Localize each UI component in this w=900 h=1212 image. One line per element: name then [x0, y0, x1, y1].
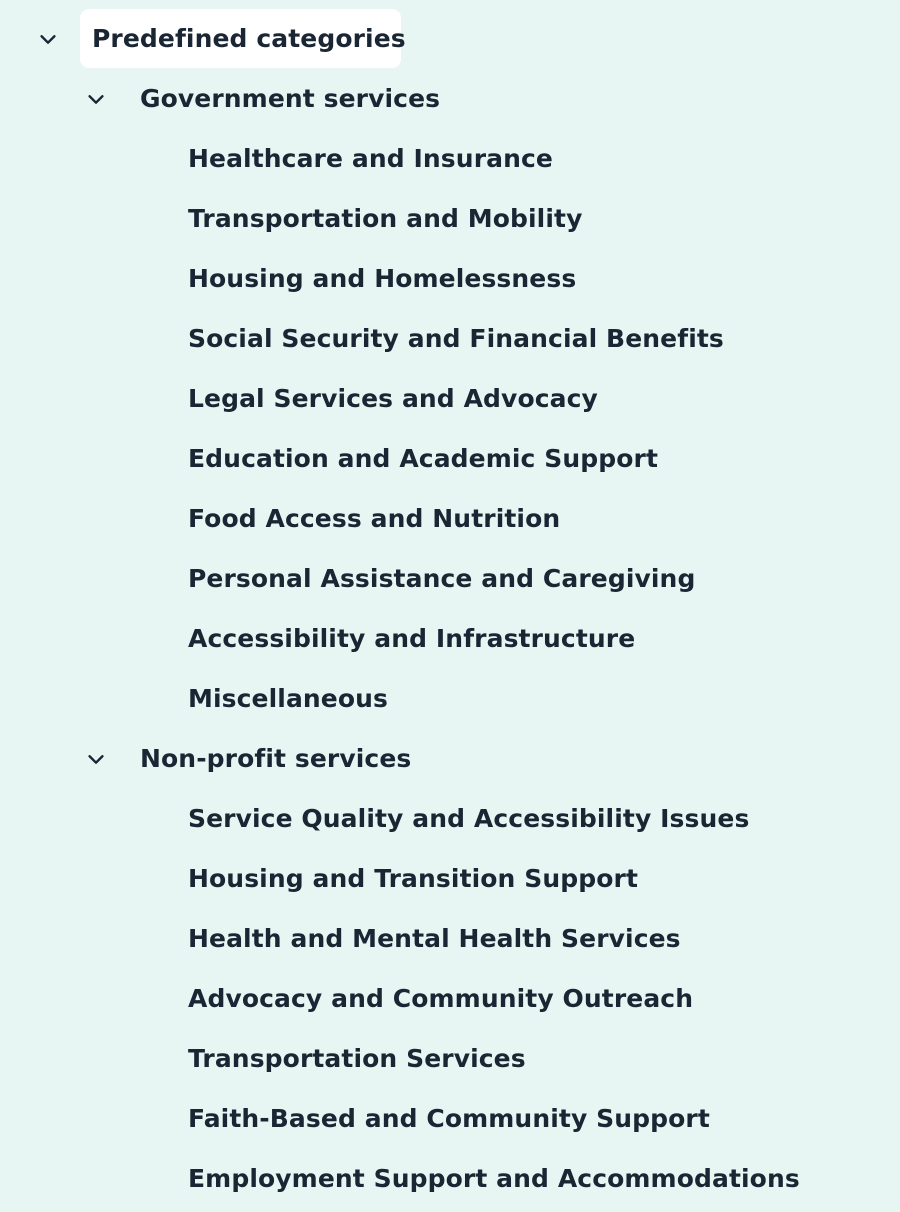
tree-group-government-services[interactable]: Government services [140, 84, 441, 113]
tree-item[interactable]: Health and Mental Health Services [188, 924, 681, 953]
tree-item[interactable]: Service Quality and Accessibility Issues [188, 804, 750, 833]
tree-item[interactable]: Employment Support and Accommodations [188, 1164, 800, 1193]
tree-item[interactable]: Housing and Transition Support [188, 864, 639, 893]
tree-item[interactable]: Faith-Based and Community Support [188, 1104, 710, 1133]
tree-item[interactable]: Transportation and Mobility [188, 204, 583, 233]
tree-item[interactable]: Accessibility and Infrastructure [188, 624, 636, 653]
tree-item[interactable]: Food Access and Nutrition [188, 504, 561, 533]
tree-item[interactable]: Education and Academic Support [188, 444, 659, 473]
tree-item[interactable]: Transportation Services [188, 1044, 526, 1073]
tree-item[interactable]: Personal Assistance and Caregiving [188, 564, 696, 593]
tree-item[interactable]: Healthcare and Insurance [188, 144, 553, 173]
tree-item[interactable]: Housing and Homelessness [188, 264, 577, 293]
tree-item[interactable]: Legal Services and Advocacy [188, 384, 598, 413]
chevron-down-icon[interactable] [36, 27, 60, 51]
tree-item[interactable]: Miscellaneous [188, 684, 389, 713]
tree-group-non-profit-services[interactable]: Non-profit services [140, 744, 412, 773]
chevron-down-icon[interactable] [84, 747, 108, 771]
chevron-down-icon[interactable] [84, 87, 108, 111]
tree-item[interactable]: Advocacy and Community Outreach [188, 984, 694, 1013]
tree-root-predefined-categories[interactable]: Predefined categories [92, 24, 406, 53]
tree-item[interactable]: Social Security and Financial Benefits [188, 324, 724, 353]
